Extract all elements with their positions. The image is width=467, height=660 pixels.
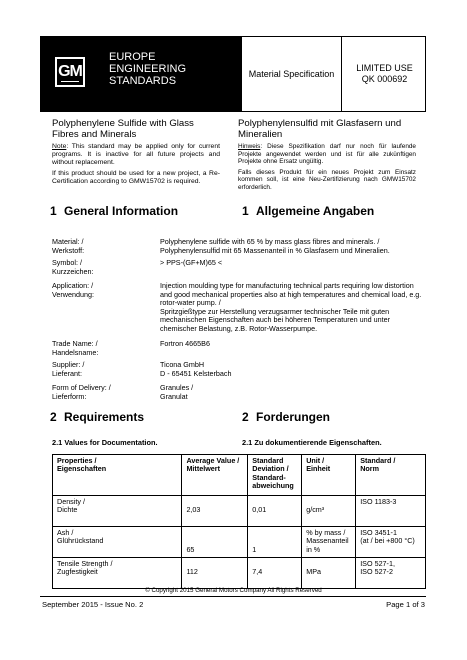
properties-table — [52, 454, 426, 589]
title-en: Polyphenylene Sulfide with Glass Fibres and Minerals — [52, 118, 194, 140]
note-de: Hinweis: Diese Spezifikation darf nur noch für laufende Projekte angewendet werden und ist für alle zukünftigen Projekte ohne Ersatz ungültig. — [238, 143, 416, 166]
table-row — [53, 527, 426, 558]
subsection-2-1-en: 2.1 Values for Documentation. — [52, 438, 158, 447]
standard-name: EUROPE ENGINEERING STANDARDS — [109, 51, 187, 87]
table-cell: g/cm³ — [302, 496, 356, 527]
table-header-cell: Properties / Eigenschaften — [53, 455, 182, 496]
title-de: Polyphenylensulfid mit Glasfasern und Mineralien — [238, 118, 402, 140]
subsection-2-1-de: 2.1 Zu dokumentierende Eigenschaften. — [242, 438, 382, 447]
table-cell: 2,03 — [182, 496, 248, 527]
doc-type: Material Specification — [241, 37, 341, 111]
table-row — [53, 558, 426, 589]
table-cell: ISO 3451-1 (at / bei +800 °C) — [356, 527, 426, 558]
general-info-label: Trade Name: / Handelsname: — [52, 339, 99, 357]
table-header-cell: Standard / Norm — [356, 455, 426, 496]
table-cell: % by mass / Massenanteil in % — [302, 527, 356, 558]
footer-issue: September 2015 - Issue No. 2 — [42, 600, 144, 609]
table-cell: 112 — [182, 558, 248, 589]
section-1-heading-en: 1 General Information — [50, 204, 179, 218]
general-info-value: Granules / Granulat — [160, 383, 194, 401]
table-header-cell: Unit / Einheit — [302, 455, 356, 496]
general-info-label: Material: / Werkstoff: — [52, 237, 85, 255]
table-cell: MPa — [302, 558, 356, 589]
section-1-heading-de: 1 Allgemeine Angaben — [242, 204, 375, 218]
general-info-label: Application: / Verwendung: — [52, 281, 94, 299]
use-label: LIMITED USE — [356, 63, 413, 73]
table-header-cell: Standard Deviation / Standard- abweichung — [248, 455, 302, 496]
general-info-label: Form of Delivery: / Lieferform: — [52, 383, 111, 401]
table-cell: ISO 527-1, ISO 527-2 — [356, 558, 426, 589]
general-info-value: Fortron 4665B6 — [160, 339, 210, 348]
general-info-value: Polyphenylene sulfide with 65 % by mass glass fibres and minerals. / Polyphenylensulfid mit 65 Massenanteil in % Glasfasern und Mineralien. — [160, 237, 390, 255]
title-de-block — [238, 118, 416, 192]
doc-code: QK 000692 — [361, 74, 408, 84]
table-cell: Tensile Strength / Zugfestigkeit — [53, 558, 182, 589]
copyright: © Copyright 2015 General Motors Company All Rights Reserved — [145, 587, 322, 594]
footer-page: Page 1 of 3 — [386, 600, 425, 609]
note-en-2: If this product should be used for a new project, a Re-Certification according to GMW15702 is required. — [52, 170, 220, 185]
table-cell: 1 — [248, 527, 302, 558]
gm-logo: GM — [55, 57, 85, 87]
table-cell: 0,01 — [248, 496, 302, 527]
table-cell: ISO 1183-3 — [356, 496, 426, 527]
general-info-value: Injection moulding type for manufacturing technical parts requiring low distortion and good mechanical properties also at high temperatures and chemical load, e.g. rotor-water pump. / Spritzgießtype zur Herstellung verzugsarmer technischer Teile mit guten mechanischen Eigenschaften auch bei höheren Temperaturen und unter chemischer Belastung, z.B. Rotor-Wasserpumpe. — [160, 281, 422, 333]
general-info-label: Symbol: / Kurzzeichen: — [52, 258, 94, 276]
footer-divider — [40, 596, 426, 597]
general-info-value: > PPS-(GF+M)65 < — [160, 258, 223, 267]
table-header-row — [53, 455, 426, 496]
general-info-value: Ticona GmbH D - 65451 Kelsterbach — [160, 360, 232, 378]
table-cell: Density / Dichte — [53, 496, 182, 527]
title-en-block — [52, 118, 220, 186]
note-en: Note: This standard may be applied only for current programs. It is inactive for all future projects and without replacement. — [52, 143, 220, 166]
document-header — [40, 36, 426, 112]
gm-branding — [41, 37, 241, 111]
table-cell: 7,4 — [248, 558, 302, 589]
note-de-2: Falls dieses Produkt für ein neues Projekt zum Einsatz kommen soll, ist eine Neu-Zertifizierung nach GMW15702 erforderlich. — [238, 168, 416, 191]
table-cell: Ash / Glührückstand — [53, 527, 182, 558]
general-info-label: Supplier: / Lieferant: — [52, 360, 85, 378]
table-cell: 65 — [182, 527, 248, 558]
section-2-heading-en: 2 Requirements — [50, 410, 145, 424]
limited-use-box — [341, 37, 427, 111]
table-header-cell: Average Value / Mittelwert — [182, 455, 248, 496]
table-row — [53, 496, 426, 527]
section-2-heading-de: 2 Forderungen — [242, 410, 330, 424]
